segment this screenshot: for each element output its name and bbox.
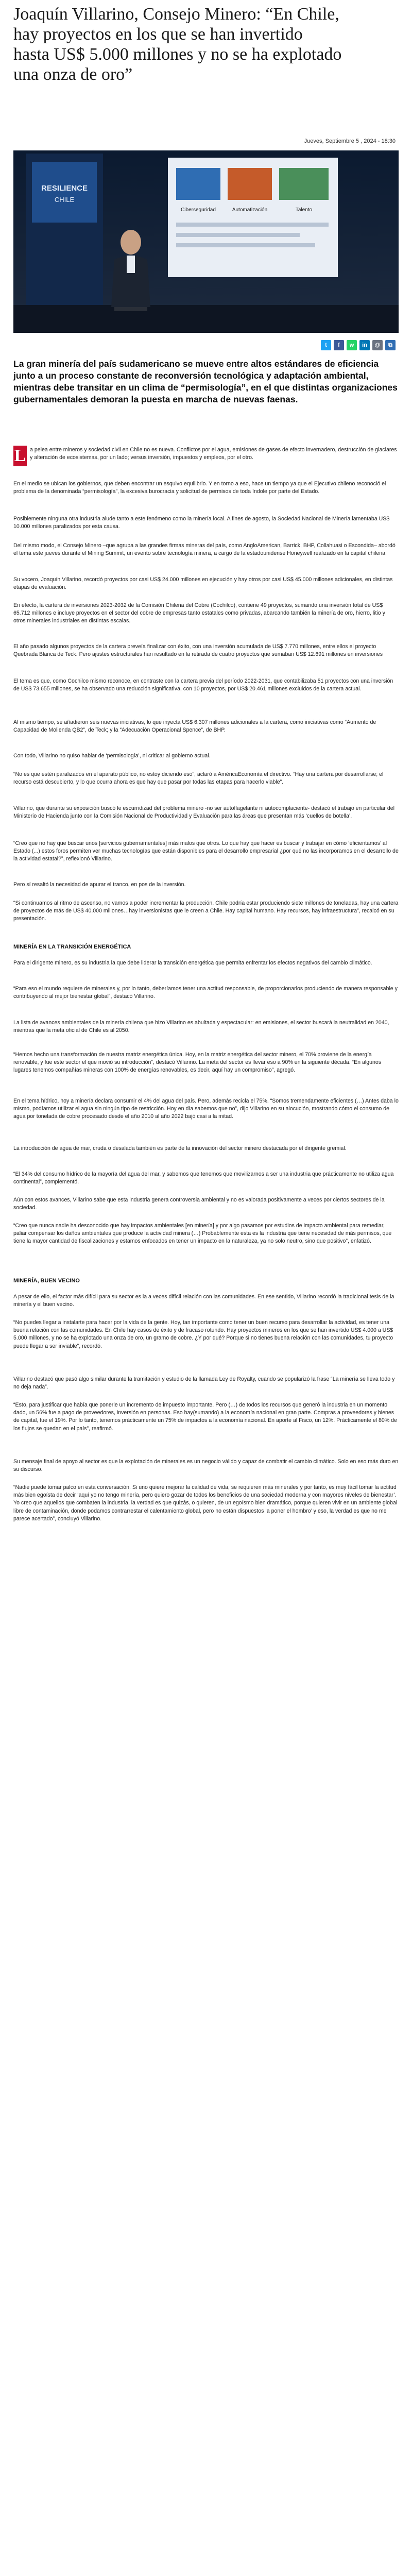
publish-date: Jueves, Septiembre 5 , 2024 - 18:30 (304, 138, 396, 144)
copy-link-icon[interactable]: ⧉ (385, 340, 396, 350)
slide-label: Automatización (232, 207, 268, 213)
body-paragraph: En el medio se ubican los gobiernos, que deben encontrar un esquivo equilibrio. Y en torno a eso, hace un tiempo ya que el Ejecutivo chileno reconoció el problema de la denominada “permisología”, la excesiva burocracia y solicitud de permisos de toda índole por parte del Estado. (13, 481, 386, 495)
body-paragraph: Villarino destacó que pasó algo similar durante la tramitación y estudio de la llamada Ley de Royalty, cuando se popularizó la frase “La minería se lleva todo y no deja nada”. (13, 1376, 395, 1391)
body-paragraph: Para el dirigente minero, es su industria la que debe liderar la transición energética que permita enfrentar los efectos negativos del cambio climático. (13, 960, 372, 966)
body-paragraph: “Esto, para justificar que había que ponerle un incremento de impuesto importante. Pero (…) de todos los recursos que generó la industria en un momento dado, un 56% fue a pago de proveedores, inversión en personas. Eso hay(sumando) a la economía nacional en gran parte. Compras a proveedores y bienes de capital, fue el 19%. Por lo tanto, tenemos prácticamente un 75% de impactos a la economía nacional. En aporte al Fisco, un 12%. Prácticamente el 80% de los flujos se quedan en el país”, reafirmó. (13, 1402, 397, 1432)
section-heading: MINERÍA, BUEN VECINO (13, 1278, 80, 1284)
body-paragraph: En efecto, la cartera de inversiones 2023-2032 de la Comisión Chilena del Cobre (Cochilco), contiene 49 proyectos, sumando una inversión total de US$ 65.712 millones e incluye proyectos en el sector del cobre de empresas tanto estatales como privadas, abarcando también la minería de oro, hierro, litio y otros minerales industriales en distintas escalas. (13, 602, 385, 624)
screen-text: RESILIENCE (41, 184, 88, 193)
body-paragraph: El año pasado algunos proyectos de la cartera preveía finalizar con éxito, con una inversión acumulada de US$ 7.770 millones, entre ellos el proyecto Quebrada Blanca de Teck. Pero ajustes estructurales han resultado en la retirada de cuatro proyectos que sumaban US$ 12.691 millones en inversiones (13, 643, 383, 658)
article-lead: La gran minería del país sudamericano se mueve entre altos estándares de eficiencia junto a un proceso constante de reconversión tecnológica y adaptación ambiental, mientras debe transitar en un clima de “permisología”, en el que distintas organizaciones gubernamentales demoran la puesta en marcha de nuevas faenas. (13, 359, 398, 404)
body-paragraph: “Nadie puede tomar palco en esta conversación. Si uno quiere mejorar la calidad de vida, se requieren más minerales y por tanto, es muy fácil tomar la actitud más bien egoísta de decir ‘aquí yo no tengo minería, pero quiero gozar de todos los beneficios de una sociedad moderna y con mayores niveles de bienestar’. Yo creo que aquellos que combaten la industria, la verdad es que quizás, o quieren, de un egoísmo bien dramático, porque quieren vivir en un ambiente global libre de contaminación, donde podamos contrarrestar el calentamiento global, pero no están dispuestos ‘a poner el hombro’ y eso, la verdad es que no me parece acertado”, concluyó Villarino. (13, 1484, 398, 1522)
body-paragraph: Al mismo tiempo, se añadieron seis nuevas iniciativas, lo que inyecta US$ 6.307 millones adicionales a la cartera, como iniciativas como “Aumento de Capacidad de Molienda QB2”, de Teck; y la “Adecuación Operacional Spence”, de BHP. (13, 719, 376, 734)
slide-label: Talento (295, 207, 313, 213)
drop-cap: L (14, 446, 26, 465)
article-headline: Joaquín Villarino, Consejo Minero: “En Chile, hay proyectos en los que se han invertido hasta US$ 5.000 millones y no se ha explotado una onza de oro” (13, 5, 342, 84)
facebook-icon[interactable]: f (334, 340, 344, 350)
body-paragraph: “Hemos hecho una transformación de nuestra matriz energética única. Hoy, en la matriz energética del sector minero, el 70% proviene de la energía renovable, y fue este sector el que movió su introducción”, destacó Villarino. La meta del sector es llevar eso a 90% en la siguiente década. “En algunos lugares tenemos compañías mineras con 100% de energías renovables, es decir, aquí hay un compromiso”, agregó. (13, 1052, 382, 1074)
body-paragraph: Su vocero, Joaquín Villarino, recordó proyectos por casi US$ 24.000 millones en ejecución y hay otros por casi US$ 45.000 millones adicionales, en distintas etapas de evaluación. (13, 577, 393, 591)
body-paragraph: En el tema hídrico, hoy a minería declara consumir el 4% del agua del país. Pero, además recicla el 75%. “Somos tremendamente eficientes (…) Antes daba lo mismo, podíamos utilizar el agua sin ningún tipo de restricción. Hoy en día sabemos que no”, dijo Villarino en su alocución, mostrando cómo el consumo de agua por tonelada de cobre procesado desde el año 2010 al año 2022 bajó casi a la mitad. (13, 1098, 399, 1120)
body-paragraph: a pelea entre mineros y sociedad civil en Chile no es nueva. Conflictos por el agua, emisiones de gases de efecto invernadero, destrucción de glaciares y alteración de ecosistemas, por un lado; versus inversión, impuestos y empleos, por el otro. (30, 447, 397, 461)
body-paragraph: “Creo que no hay que buscar unos [servicios gubernamentales] más malos que otros. Lo que hay que hacer es buscar y trabajar en cómo ‘eficientamos’ al Estado (...) estos foros permiten ver muchas tecnologías que están disponibles para el desarrollo empresarial ¿por qué no las incorporamos en el desarrollo de la actividad estatal?”, reflexionó Villarino. (13, 840, 399, 862)
article-photo (13, 150, 399, 333)
slide-label: Ciberseguridad (181, 207, 216, 213)
body-paragraph: “El 34% del consumo hídrico de la mayoría del agua del mar, y sabemos que tenemos que movilizarnos a ser una industria que prácticamente no utiliza agua continental”, complementó. (13, 1171, 394, 1185)
linkedin-icon[interactable]: in (359, 340, 370, 350)
summit-stage-photo (13, 150, 399, 333)
twitter-icon[interactable]: t (321, 340, 331, 350)
body-paragraph: “Creo que nunca nadie ha desconocido que hay impactos ambientales [en minería] y por algo pasamos por estudios de impacto ambiental para remediar, paliar compensar los daños ambientales que produce la actividad minera (…) Probablemente esta es la industria que tiene necesidad de más permisos, que tiene la mayor cantidad de fiscalizaciones y estamos enfocados en tener un impacto en la naturaleza, ya no solo neutro, sino que positivo”, enfatizó. (13, 1223, 392, 1245)
whatsapp-icon[interactable]: w (347, 340, 357, 350)
body-paragraph: El tema es que, como Cochilco mismo reconoce, en contraste con la cartera previa del período 2022-2031, que contabilizaba 51 proyectos con una inversión de US$ 73.655 millones, se ha observado una reducción significativa, con 10 proyectos, por US$ 20.461 millones excluidos de la cartera actual. (13, 678, 393, 692)
body-paragraph: Pero sí resaltó la necesidad de apurar el tranco, en pos de la inversión. (13, 882, 186, 888)
body-paragraph: “Si continuamos al ritmo de ascenso, no vamos a poder incrementar la producción. Chile podría estar produciendo siete millones de toneladas, hay una cartera de proyectos de más de US$ 40.000 millones…hay inversionistas que le creen a Chile. Hay capital humano. Hay recursos, hay infraestructura”, recalcó en su presentación. (13, 900, 399, 922)
body-paragraph: “No es que estén paralizados en el aparato público, no estoy diciendo eso”, aclaró a AméricaEconomía el directivo. “Hay una cartera por desarrollarse; el recurso está descubierto, y lo que ocurra ahora es que hay que pasar por todas las etapas para hacerlo viable”. (13, 771, 384, 786)
body-paragraph: “No puedes llegar a instalarte para hacer por la vida de la gente. Hoy, tan importante como tener un buen recurso para desarrollar la actividad, es tener una buena relación con las comunidades. En Chile hay casos de éxito y de fracaso rotundo. Hay proyectos mineros en los que se han invertido US$ 4.000 a US$ 5.000 millones, y no se ha explotado una onza de oro, un gramo de cobre. ¿Y por qué? Porque si no tienes buena relación con las comunidades, tu proyecto puede llegar a ser inviable”, recordó. (13, 1319, 393, 1349)
body-paragraph: Aún con estos avances, Villarino sabe que esta industria genera controversia ambiental y no es valorada positivamente a veces por ciertos sectores de la sociedad. (13, 1197, 385, 1211)
body-paragraph: Del mismo modo, el Consejo Minero –que agrupa a las grandes firmas mineras del país, como AngloAmerican, Barrick, BHP, Collahuasi o Escondida– abordó el tema este jueves durante el Mining Summit, un evento sobre tecnología minera, a cargo de la estadounidense Honeywell realizado en la capital chilena. (13, 543, 396, 557)
body-paragraph: “Para eso el mundo requiere de minerales y, por lo tanto, deberíamos tener una actitud responsable, de proporcionarlos produciendo de manera responsable y contribuyendo al mejor bienestar global”, destacó Villarino. (13, 986, 398, 1000)
body-paragraph: Villarino, que durante su exposición buscó le escurridizad del problema minero -no ser autoflagelante ni autocomplaciente- destacó el trabajo en particular del Ministerio de Hacienda junto con la Comisión Nacional de Productividad y Evaluación para las áreas que presentan más ‘cuellos de botella’. (13, 805, 395, 820)
share-bar (321, 340, 396, 350)
body-paragraph: A pesar de ello, el factor más difícil para su sector es la a veces difícil relación con las comunidades. En ese sentido, Villarino recordó la tradicional tesis de la minería y el buen vecino. (13, 1294, 394, 1308)
body-paragraph: Con todo, Villarino no quiso hablar de ‘permisología’, ni criticar al gobierno actual. (13, 753, 211, 759)
body-paragraph: Su mensaje final de apoyo al sector es que la explotación de minerales es un negocio válido y capaz de combatir el cambio climático. Solo en eso más duro en su discurso. (13, 1459, 399, 1473)
screen-text: CHILE (54, 196, 75, 204)
body-paragraph: La introducción de agua de mar, cruda o desalada también es parte de la innovación del sector minero destacada por el dirigente gremial. (13, 1145, 347, 1151)
body-paragraph: La lista de avances ambientales de la minería chilena que hizo Villarino es abultada y espectacular: en emisiones, el sector buscará la neutralidad en 2040, mientras que la meta oficial de Chile es al 2050. (13, 1020, 389, 1034)
body-paragraph: Posiblemente ninguna otra industria alude tanto a este fenómeno como la minería local. A fines de agosto, la Sociedad Nacional de Minería lamentaba US$ 10.000 millones paralizados por esta causa. (13, 516, 390, 530)
email-icon[interactable]: @ (372, 340, 383, 350)
section-heading: MINERÍA EN LA TRANSICIÓN ENERGÉTICA (13, 944, 131, 950)
